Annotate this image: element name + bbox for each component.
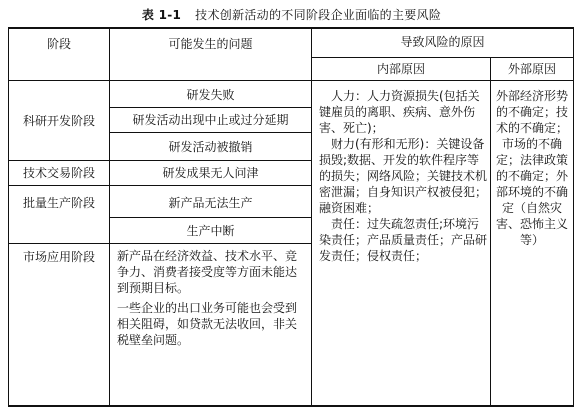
risk-table (8, 27, 574, 407)
stage-batch: 批量生产阶段 (22, 196, 95, 210)
table-number: 表 1-1 (141, 8, 182, 22)
rule-trade-bottom (8, 185, 311, 186)
table-caption (0, 6, 583, 23)
problem-market-text (117, 248, 307, 348)
header-internal: 内部原因 (376, 62, 425, 76)
rule-batch-bottom (8, 243, 311, 244)
rule-problem-1 (109, 107, 311, 108)
problem-rd-failure: 研发失败 (186, 88, 235, 102)
problem-rd-delay: 研发活动出现中止或过分延期 (132, 113, 289, 127)
internal-human: 人力：人力资源损失(包括关键雇员的离职、疾病、意外伤害、死亡)； (319, 89, 480, 135)
rule-top (8, 27, 574, 29)
rule-left (8, 27, 9, 406)
internal-liability: 责任：过失疏忽责任;环境污染责任；产品质量责任；产品研发责任；侵权责任； (319, 217, 488, 263)
problem-batch-interrupted: 生产中断 (186, 224, 235, 238)
problem-batch-cannot-produce: 新产品无法生产 (168, 196, 253, 210)
header-stage: 阶段 (46, 37, 71, 51)
table-title: 技术创新活动的不同阶段企业面临的主要风险 (195, 8, 442, 22)
rule-problem-col (311, 27, 312, 406)
rule-internal-col (490, 57, 491, 406)
stage-rd: 科研开发阶段 (22, 114, 95, 128)
internal-reasons (319, 88, 487, 264)
header-causes: 导致风险的原因 (400, 35, 485, 49)
external-reasons: 外部经济形势的不确定；技术的不确定；市场的不确定；法律政策的不确定；外部环境的不确定（自然灾害、恐怖主义等） (495, 89, 568, 247)
rule-stage-col (109, 27, 110, 406)
internal-financial: 财力(有形和无形)：关键设备损毁;数据、开发的软件程序等的损失；网络风险；关键技术机密泄漏；自身知识产权被侵犯；融资困难； (319, 137, 488, 215)
rule-rd-bottom (8, 160, 311, 161)
rule-right (573, 27, 574, 406)
problem-market-paragraph-2: 一些企业的出口业务可能也会受到相关阻碍，如贷款无法收回，非关税壁垒问题。 (117, 301, 298, 347)
header-problems: 可能发生的问题 (168, 37, 253, 51)
problem-market-paragraph-1: 新产品在经济效益、技术水平、竞争力、消费者接受度等方面未能达到预期目标。 (117, 249, 298, 295)
rule-problem-2 (109, 132, 311, 133)
stage-trade: 技术交易阶段 (22, 166, 95, 180)
stage-market: 市场应用阶段 (22, 250, 95, 264)
problem-rd-cancelled: 研发活动被撤销 (168, 140, 253, 154)
rule-problem-3 (109, 217, 311, 218)
rule-causes-split (311, 57, 574, 58)
problem-trade-unsold: 研发成果无人问津 (162, 166, 259, 180)
header-external: 外部原因 (507, 62, 556, 76)
